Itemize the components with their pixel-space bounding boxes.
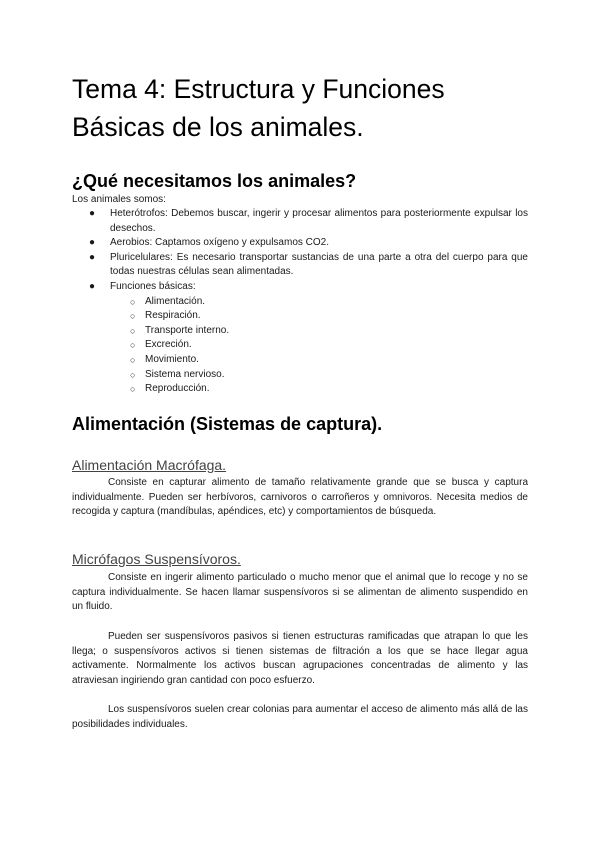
intro-text: Los animales somos: [72, 194, 166, 205]
sublist-item-text: Movimiento. [145, 353, 199, 365]
sublist-item [72, 324, 528, 339]
section-heading-needs: ¿Qué necesitamos los animales? [72, 171, 357, 191]
list-item-text: Funciones básicas: [110, 280, 196, 292]
list-item-text: Heterótrofos: Debemos buscar, ingerir y procesar alimentos para posteriormente expulsar los desechos. [110, 208, 528, 234]
sublist-item-text: Reproducción. [145, 383, 210, 395]
paragraph-microphage-3: Los suspensívoros suelen crear colonias para aumentar el acceso de alimento más allá de las posibilidades individuales. [72, 704, 528, 730]
list-item [72, 236, 528, 251]
sublist-item-text: Alimentación. [145, 295, 206, 307]
list-item [72, 251, 528, 280]
bullet-circle-icon: ○ [130, 311, 136, 322]
bullet-dot-icon: ● [89, 237, 96, 249]
bullet-circle-icon: ○ [130, 340, 136, 351]
paragraph-macrophage: Consiste en capturar alimento de tamaño relativamente grande que se busca y captura individualmente. Pueden ser herbívoros, carnivoros o carroñeros y omnivoros. Necesita medios de recogida y captura (mandíbulas, apéndices, etc) y comportamientos de búsqueda. [72, 477, 528, 518]
list-item [72, 207, 528, 236]
list-item-text: Pluricelulares: Es necesario transportar sustancias de una parte a otra del cuerpo para que todas nuestras células sean alimentadas. [110, 251, 528, 278]
bullet-dot-icon: ● [89, 251, 96, 263]
sublist-item [72, 309, 528, 324]
subheading-microphage: Micrófagos Suspensívoros. [72, 551, 241, 567]
bullet-dot-icon: ● [89, 280, 96, 292]
sublist-item-text: Transporte interno. [145, 324, 230, 336]
subheading-macrophage: Alimentación Macrófaga. [72, 457, 227, 473]
sublist-item-text: Sistema nervioso. [145, 368, 225, 380]
list-item [72, 280, 528, 295]
bullet-circle-icon: ○ [130, 325, 136, 336]
sublist-item [72, 295, 528, 310]
sublist-item-text: Respiración. [145, 310, 201, 322]
paragraph-microphage-2: Pueden ser suspensívoros pasivos si tienen estructuras ramificadas que atrapan lo que les llega; o suspensívoros activos si tienen sistemas de filtración a los que se hace llegar agua activamente. Normalmente los activos buscan agrupaciones concentradas de alimento y las atraviesan ingiriendo gran cantidad con poco esfuerzo. [72, 631, 528, 686]
list-item-text: Aerobios: Captamos oxígeno y expulsamos CO2. [110, 237, 329, 249]
paragraph-microphage-1: Consiste en ingerir alimento particulado o mucho menor que el animal que lo recoge y no se captura individualmente. Se hacen llamar suspensívoros si se alimentan de alimento suspendido en un fluido. [72, 572, 528, 613]
document-title: Tema 4: Estructura y Funciones Básicas de los animales. [72, 74, 445, 142]
bullet-circle-icon: ○ [130, 354, 136, 365]
section-heading-feeding: Alimentación (Sistemas de captura). [72, 414, 383, 434]
bullet-circle-icon: ○ [130, 296, 136, 307]
bullet-dot-icon: ● [89, 208, 96, 219]
bullet-circle-icon: ○ [130, 369, 136, 380]
sublist-item [72, 368, 528, 383]
bullet-list [72, 207, 528, 397]
sublist-item [72, 353, 528, 368]
sublist-item [72, 338, 528, 353]
bullet-circle-icon: ○ [130, 384, 136, 395]
sublist-item-text: Excreción. [145, 339, 192, 351]
sublist-item [72, 382, 528, 397]
